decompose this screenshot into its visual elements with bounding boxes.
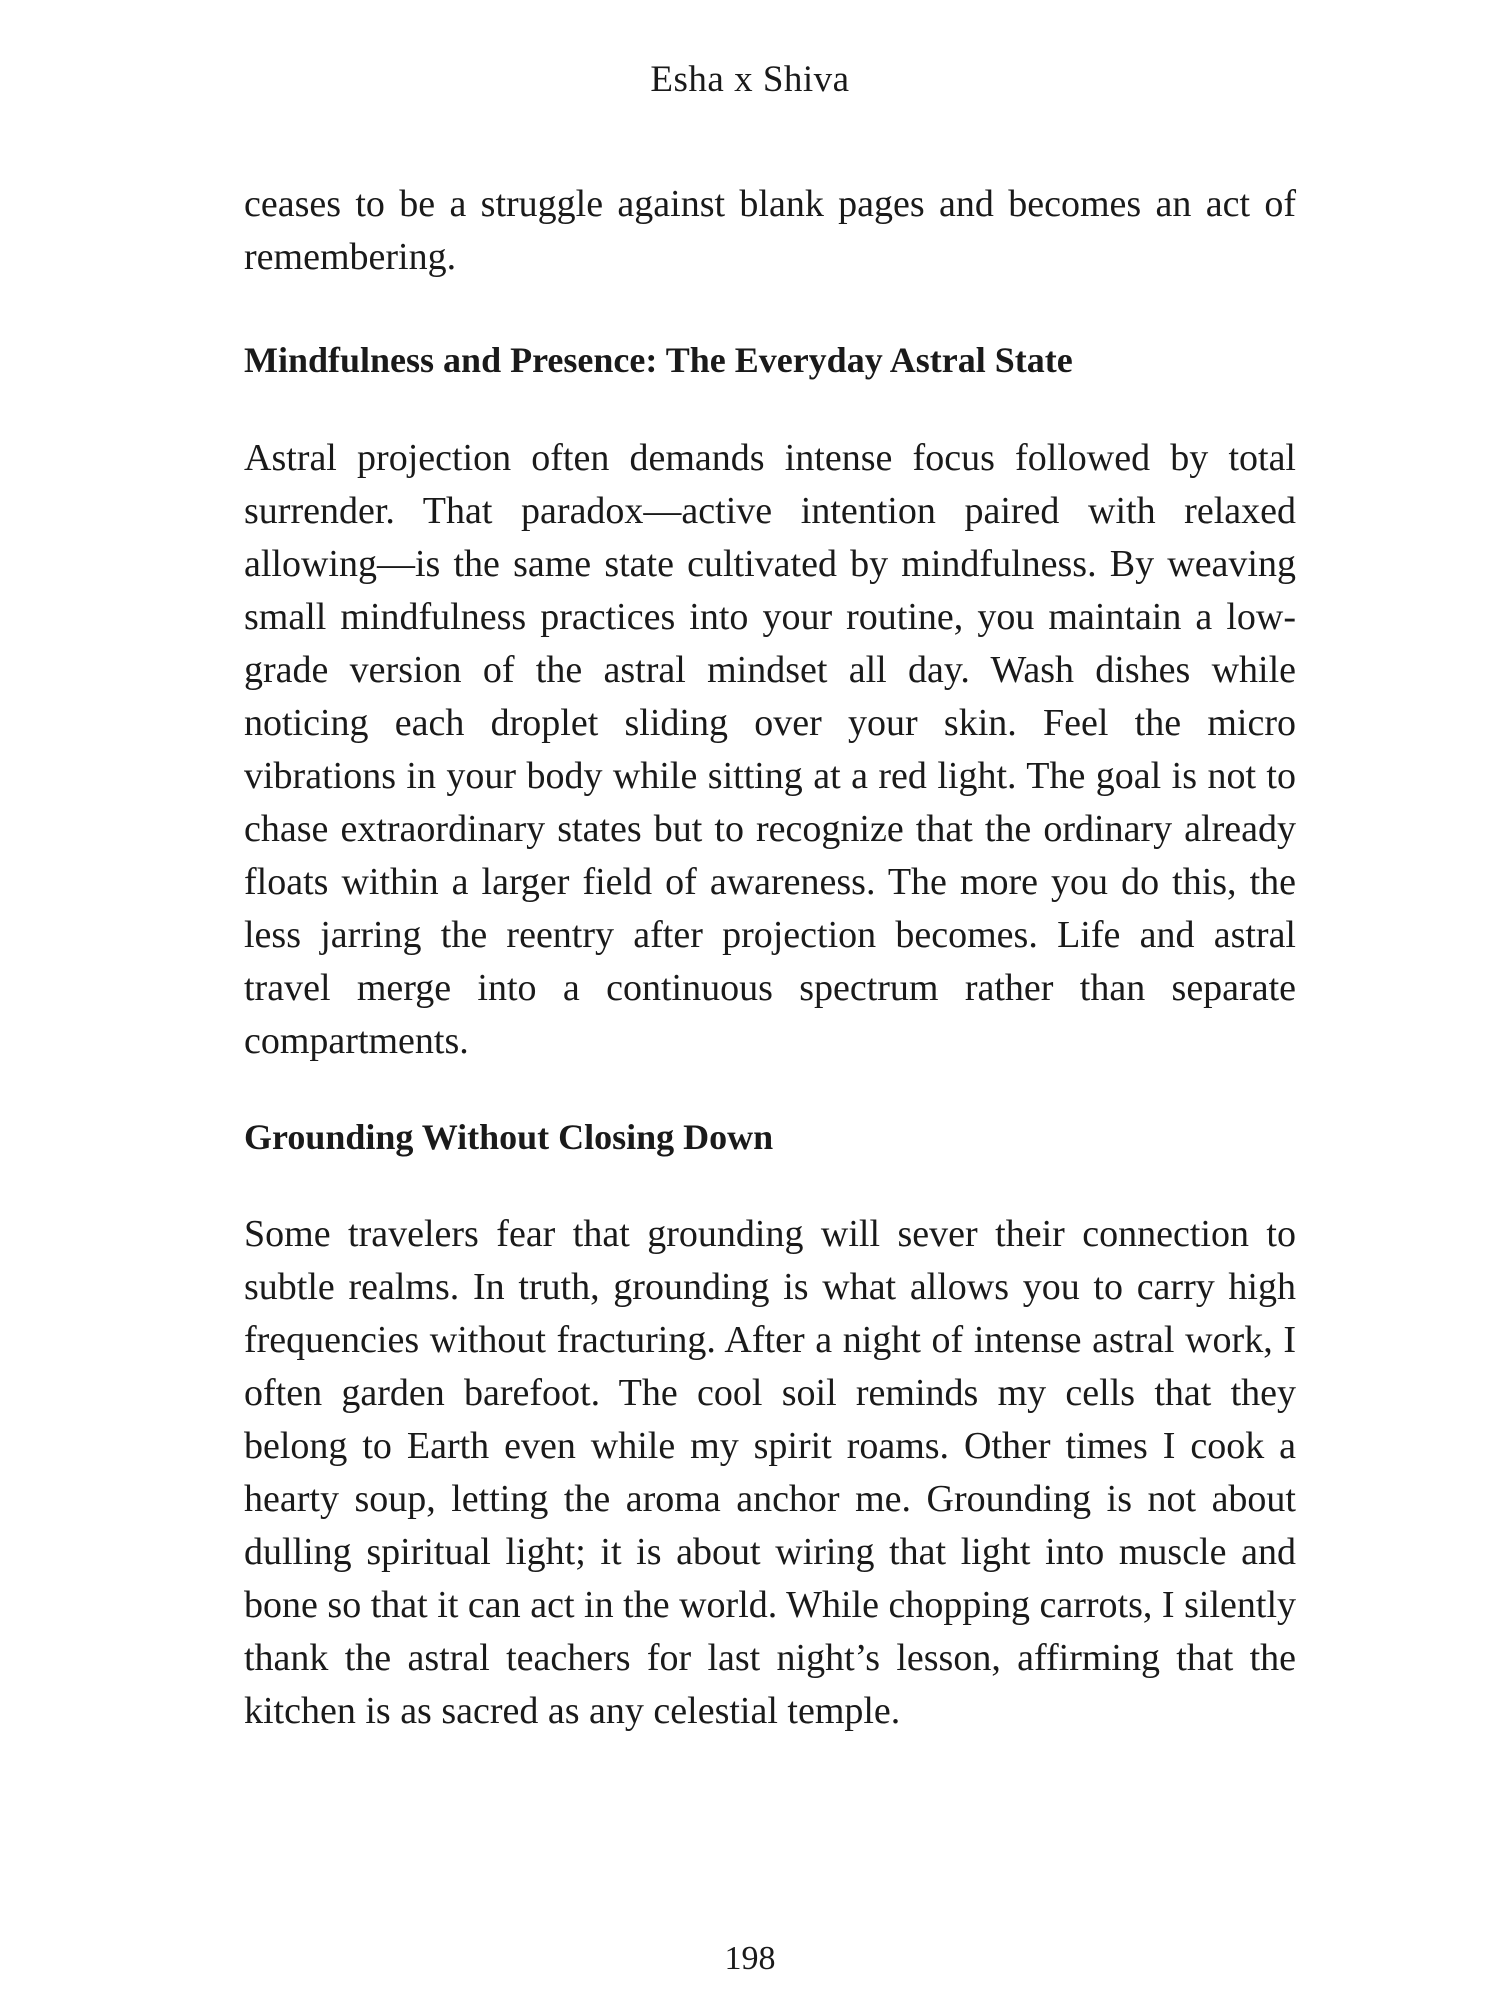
running-head: Esha x Shiva	[650, 59, 850, 100]
section-heading-mindfulness: Mindfulness and Presence: The Everyday Astral State	[244, 340, 1073, 380]
paragraph-mindfulness: Astral projection often demands intense focus followed by total surrender. That paradox—active intention paired with relaxed allowing—is the same state cultivated by mindfulness. By weaving small mindfulness practices into your routine, you maintain a low-grade version of the astral mindset all day. Wash dishes while noticing each droplet sliding over your skin. Feel the micro vibrations in your body while sitting at a red light. The goal is not to chase extraordinary states but to recognize that the ordinary already floats within a larger field of awareness. The more you do this, the less jarring the reentry after projection becomes. Life and astral travel merge into a continuous spectrum rather than separate compartments.	[244, 437, 1296, 1062]
paragraph-grounding: Some travelers fear that grounding will sever their connection to subtle realms. In truth, grounding is what allows you to carry high frequencies without fracturing. After a night of intense astral work, I often garden barefoot. The cool soil reminds my cells that they belong to Earth even while my spirit roams. Other times I cook a hearty soup, letting the aroma anchor me. Grounding is not about dulling spiritual light; it is about wiring that light into muscle and bone so that it can act in the world. While chopping carrots, I silently thank the astral teachers for last night’s lesson, affirming that the kitchen is as sacred as any celestial temple.	[244, 1213, 1296, 1732]
paragraph-intro: ceases to be a struggle against blank pages and becomes an act of remembering.	[244, 183, 1296, 278]
page-number: 198	[724, 1940, 776, 1977]
section-heading-grounding: Grounding Without Closing Down	[244, 1117, 774, 1157]
